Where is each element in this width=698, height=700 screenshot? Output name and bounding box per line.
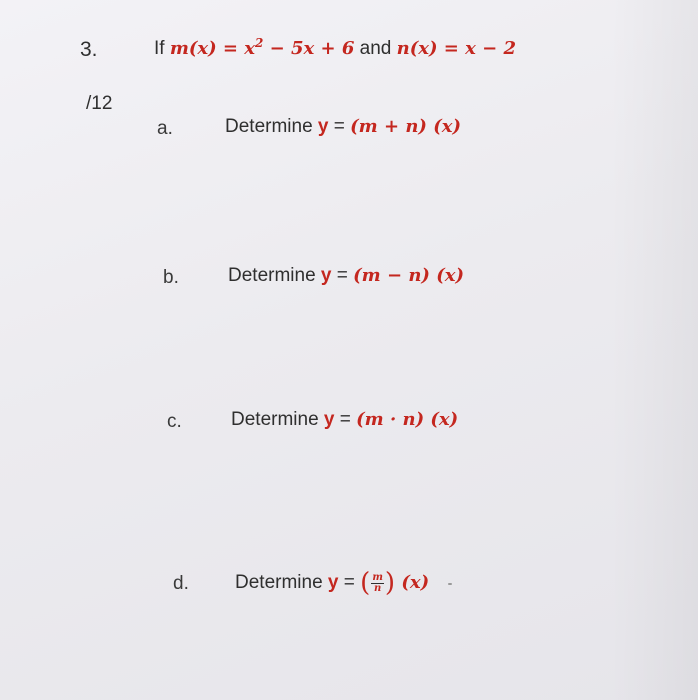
m-exponent: 2: [255, 36, 264, 50]
part-d-y: y: [327, 572, 339, 593]
paper-fold-shadow: [610, 0, 698, 700]
part-d-eq: =: [338, 572, 361, 593]
part-d-label: d.: [173, 573, 189, 594]
part-a-row: [225, 116, 461, 138]
part-b-label: b.: [163, 267, 179, 288]
part-d-fraction-denominator: n: [373, 582, 382, 594]
part-a-label: a.: [157, 118, 173, 139]
part-a-text: Determine: [225, 116, 318, 137]
n-definition: n(x) = x − 2: [396, 38, 516, 59]
part-c-y: y: [323, 409, 335, 430]
part-d-fraction-numerator: m: [372, 571, 383, 583]
part-d-tail: (x): [401, 572, 430, 593]
part-b-text: Determine: [228, 265, 321, 286]
pen-mark: [448, 583, 452, 585]
question-number: 3.: [80, 38, 98, 61]
part-a-expression: (m + n) (x): [350, 116, 461, 137]
part-c-expression: (m · n) (x): [356, 409, 459, 430]
part-d-fraction: [371, 573, 384, 594]
part-c-eq: =: [334, 409, 357, 430]
part-d-expression: [360, 568, 430, 598]
m-definition: [170, 38, 355, 59]
prompt-and: and: [354, 38, 397, 59]
part-b-expression: (m − n) (x): [353, 265, 464, 286]
part-c-label: c.: [167, 411, 182, 432]
part-b-y: y: [320, 265, 332, 286]
part-a-eq: =: [328, 116, 351, 137]
part-d-text: Determine: [235, 572, 328, 593]
part-b-eq: =: [331, 265, 354, 286]
part-d-row: [235, 568, 429, 598]
part-c-row: [231, 409, 458, 431]
m-definition-rest: − 5x + 6: [263, 38, 355, 59]
question-prompt: [154, 36, 516, 60]
part-d-close-paren: ): [384, 568, 396, 598]
score-label: /12: [86, 93, 113, 114]
part-a-y: y: [317, 116, 329, 137]
part-c-text: Determine: [231, 409, 324, 430]
part-d-open-paren: (: [360, 568, 371, 598]
part-b-row: [228, 265, 464, 287]
prompt-prefix: If: [154, 38, 170, 59]
m-definition-base: m(x) = x: [169, 38, 256, 59]
